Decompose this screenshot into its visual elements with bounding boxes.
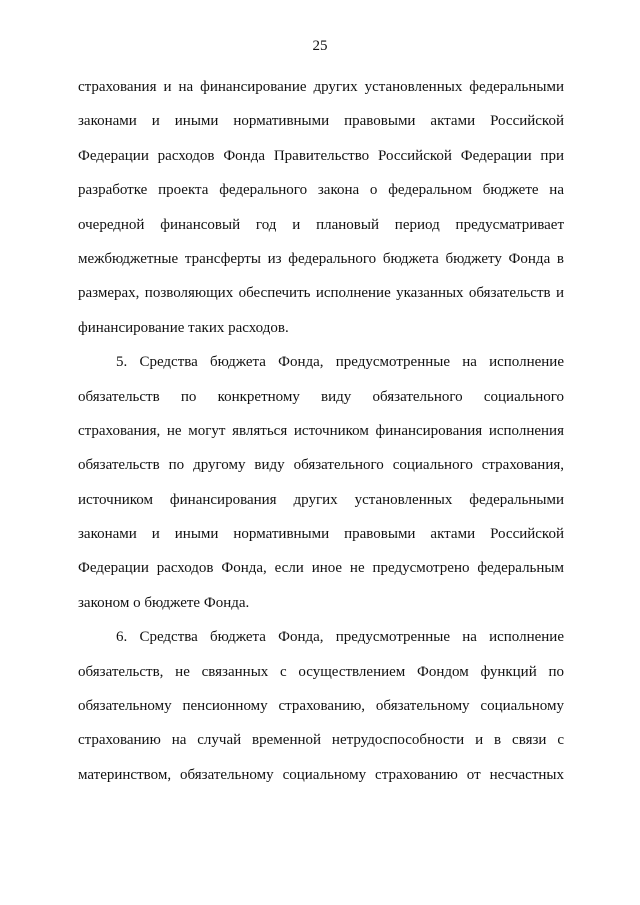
text-line: Федерации расходов Фонда, если иное не предусмотрено федеральным [78, 560, 564, 577]
text-line: страхования, не могут являться источником финансирования исполнения [78, 422, 564, 439]
text-line: межбюджетные трансферты из федерального бюджета бюджету Фонда в [78, 250, 564, 267]
text-line: источником финансирования других установленных федеральными [78, 491, 564, 508]
text-line: обязательств по конкретному виду обязательного социального [78, 388, 564, 405]
paragraph-continuation [78, 70, 564, 345]
text-line: законами и иными нормативными правовыми актами Российской [78, 526, 564, 543]
text-line: очередной финансовый год и плановый период предусматривает [78, 216, 564, 233]
text-line: законом о бюджете Фонда. [78, 594, 250, 611]
body-text [78, 70, 564, 792]
text-line: обязательств по другому виду обязательного социального страхования, [78, 457, 564, 474]
text-line: финансирование таких расходов. [78, 319, 289, 336]
text-line: размерах, позволяющих обеспечить исполнение указанных обязательств и [78, 285, 564, 302]
text-line: разработке проекта федерального закона о федеральном бюджете на [78, 182, 564, 199]
text-line: материнством, обязательному социальному страхованию от несчастных [78, 766, 564, 783]
paragraph-item-6 [78, 620, 564, 792]
text-line: страхованию на случай временной нетрудоспособности и в связи с [78, 732, 564, 749]
text-line: законами и иными нормативными правовыми актами Российской [78, 113, 564, 130]
text-line: обязательств, не связанных с осуществлением Фондом функций по [78, 663, 564, 680]
text-line: 6. Средства бюджета Фонда, предусмотренные на исполнение [116, 629, 564, 646]
page-number: 25 [312, 38, 328, 54]
text-line: Федерации расходов Фонда Правительство Российской Федерации при [78, 147, 564, 164]
text-line: страхования и на финансирование других установленных федеральными [78, 79, 564, 95]
text-line: 5. Средства бюджета Фонда, предусмотренные на исполнение [116, 354, 564, 371]
text-line: обязательному пенсионному страхованию, обязательному социальному [78, 698, 564, 715]
paragraph-item-5 [78, 345, 564, 620]
